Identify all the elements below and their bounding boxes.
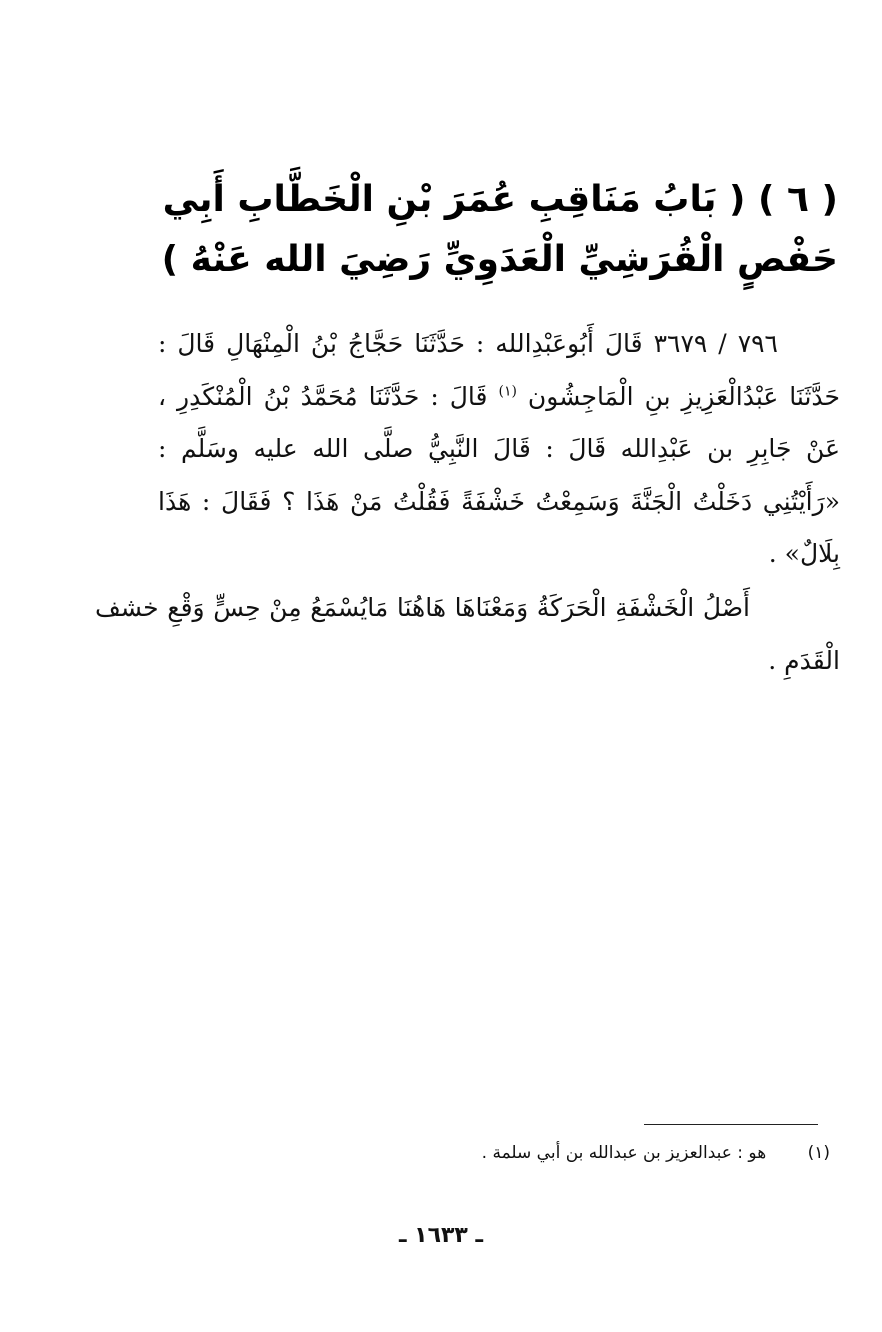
footnote [270, 1138, 830, 1168]
hadith-number: ٧٩٦ / ٣٦٧٩ [653, 329, 778, 358]
footnote-text: هو : عبدالعزيز بن عبدالله بن أبي سلمة . [481, 1143, 767, 1163]
hadith-text-part-1: قَالَ أَبُوعَبْدِالله : حَدَّثَنَا حَجَّاجُ بْنُ الْمِنْهَالِ قَالَ : حَدَّثَنَا عَبْدُالْعَزِيزِ بنِ الْمَاجِشُون [158, 329, 840, 411]
hadith-paragraph [158, 318, 840, 581]
footnote-mark: (١) [807, 1143, 830, 1163]
hadith-text-part-2: قَالَ : حَدَّثَنَا مُحَمَّدُ بْنُ الْمُنْكَدِرِ ، عَنْ جَابِرِ بن عَبْدِالله قَالَ : قَالَ النَّبِيُّ صلَّى الله عليه وسَلَّم : «رَأَيْتُنِي دَخَلْتُ الْجَنَّةَ وَسَمِعْتُ خَشْفَةً فَقُلْتُ مَنْ هَذَا ؟ فَقَالَ : هَذَا بِلَالٌ» . [158, 381, 840, 568]
commentary-paragraph [95, 582, 840, 687]
page-number: ـ ١٦٣٣ ـ [398, 1223, 484, 1248]
footnote-reference: (١) [498, 383, 517, 400]
chapter-heading: ( ٦ ) ( بَابُ مَنَاقِبِ عُمَرَ بْنِ الْخَطَّابِ أَبِي حَفْصٍ الْقُرَشِيِّ الْعَدَوِيِّ رَضِيَ الله عَنْهُ ) [161, 179, 838, 280]
commentary-text: أَصْلُ الْخَشْفَةِ الْحَرَكَةُ وَمَعْنَاهَا هَاهُنَا مَايُسْمَعُ مِنْ حِسٍّ وَقْعِ خشف الْقَدَمِ . [95, 593, 840, 675]
footnote-divider [644, 1124, 818, 1125]
